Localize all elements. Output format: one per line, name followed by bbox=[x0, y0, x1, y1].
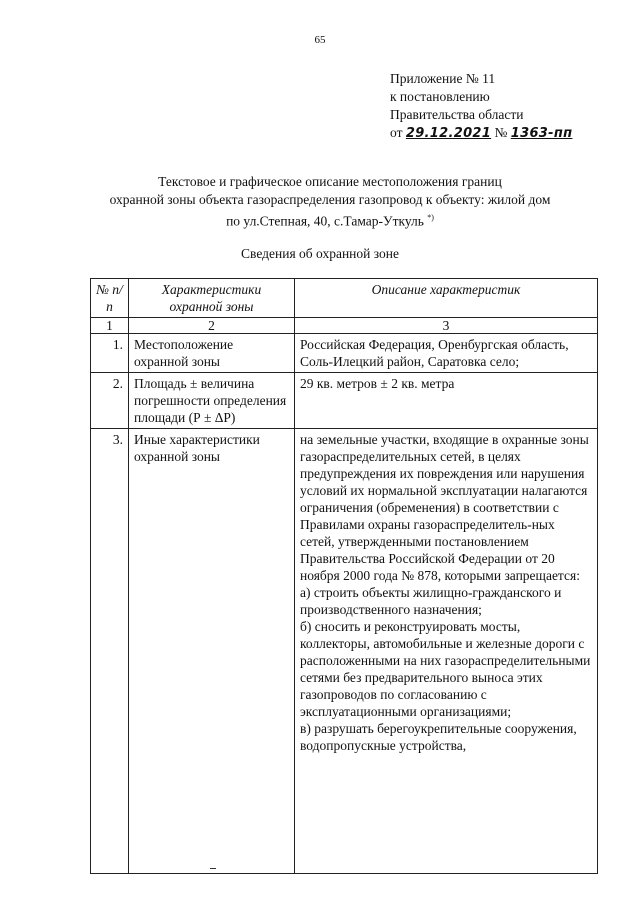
header-number: № п/п bbox=[91, 279, 129, 318]
row-number: 2. bbox=[91, 373, 129, 429]
col-number-3: 3 bbox=[295, 318, 598, 334]
table-row bbox=[91, 429, 598, 874]
row-number: 3. bbox=[91, 429, 129, 874]
restriction-item-a: а) строить объекты жилищно-гражданского и производственного назначения; bbox=[300, 585, 562, 617]
row-number: 1. bbox=[91, 334, 129, 373]
appendix-line-2: к постановлению bbox=[390, 89, 490, 104]
row-characteristic: Площадь ± величина погрешности определения площади (Р ± ΔР) bbox=[129, 373, 295, 429]
appendix-from: от bbox=[390, 125, 403, 140]
scan-mark bbox=[210, 868, 216, 869]
restriction-item-c: в) разрушать берегоукрепительные сооружения, водопропускные устройства, bbox=[300, 721, 577, 753]
restriction-item-b: б) сносить и реконструировать мосты, коллекторы, автомобильные и железные дороги с расположенными на них газораспределительными сетями без предварительного выноса этих газопроводов по согласованию с эксплуатационными организациями; bbox=[300, 619, 591, 719]
title-line-3 bbox=[60, 209, 600, 231]
column-numbers-row bbox=[91, 318, 598, 334]
header-characteristics: Характеристики охранной зоны bbox=[129, 279, 295, 318]
restriction-intro: на земельные участки, входящие в охранные зоны газораспределительных сетей, в целях предупреждения их повреждения или нарушения условий их нормальной эксплуатации налагаются ограничения (обременения) в соответствии с Правилами охраны газораспределитель-ных сетей, утвержденными постановлением Правительства Российской Федерации от 20 ноября 2000 года № 878, которыми запрещается: bbox=[300, 432, 589, 583]
header-description: Описание характеристик bbox=[295, 279, 598, 318]
row-description bbox=[295, 429, 598, 874]
title-line-2: охранной зоны объекта газораспределения газопровод к объекту: жилой дом bbox=[109, 192, 551, 207]
row-description: 29 кв. метров ± 2 кв. метра bbox=[295, 373, 598, 429]
footnote-mark: *) bbox=[427, 213, 434, 222]
section-subtitle: Сведения об охранной зоне bbox=[241, 246, 399, 261]
title-line-3-text: по ул.Степная, 40, с.Тамар-Уткуль bbox=[226, 213, 424, 229]
table-row bbox=[91, 334, 598, 373]
appendix-date-line bbox=[390, 124, 572, 143]
page-number: 65 bbox=[314, 34, 326, 46]
appendix-line-1: Приложение № 11 bbox=[390, 71, 496, 86]
table-row bbox=[91, 373, 598, 429]
appendix-line-3: Правительства области bbox=[390, 107, 524, 122]
appendix-date: 29.12.2021 bbox=[405, 126, 492, 141]
row-description: Российская Федерация, Оренбургская область, Соль-Илецкий район, Саратовка село; bbox=[295, 334, 598, 373]
col-number-1: 1 bbox=[91, 318, 129, 334]
appendix-block bbox=[390, 70, 572, 143]
appendix-number: 1363-пп bbox=[510, 126, 573, 141]
document-title bbox=[60, 173, 600, 231]
row-characteristic: Местоположение охранной зоны bbox=[129, 334, 295, 373]
zone-table bbox=[90, 278, 598, 874]
col-number-2: 2 bbox=[129, 318, 295, 334]
appendix-num-sign: № bbox=[494, 125, 508, 140]
row-characteristic: Иные характеристики охранной зоны bbox=[129, 429, 295, 874]
table-header-row bbox=[91, 279, 598, 318]
title-line-1: Текстовое и графическое описание местоположения границ bbox=[158, 174, 502, 189]
